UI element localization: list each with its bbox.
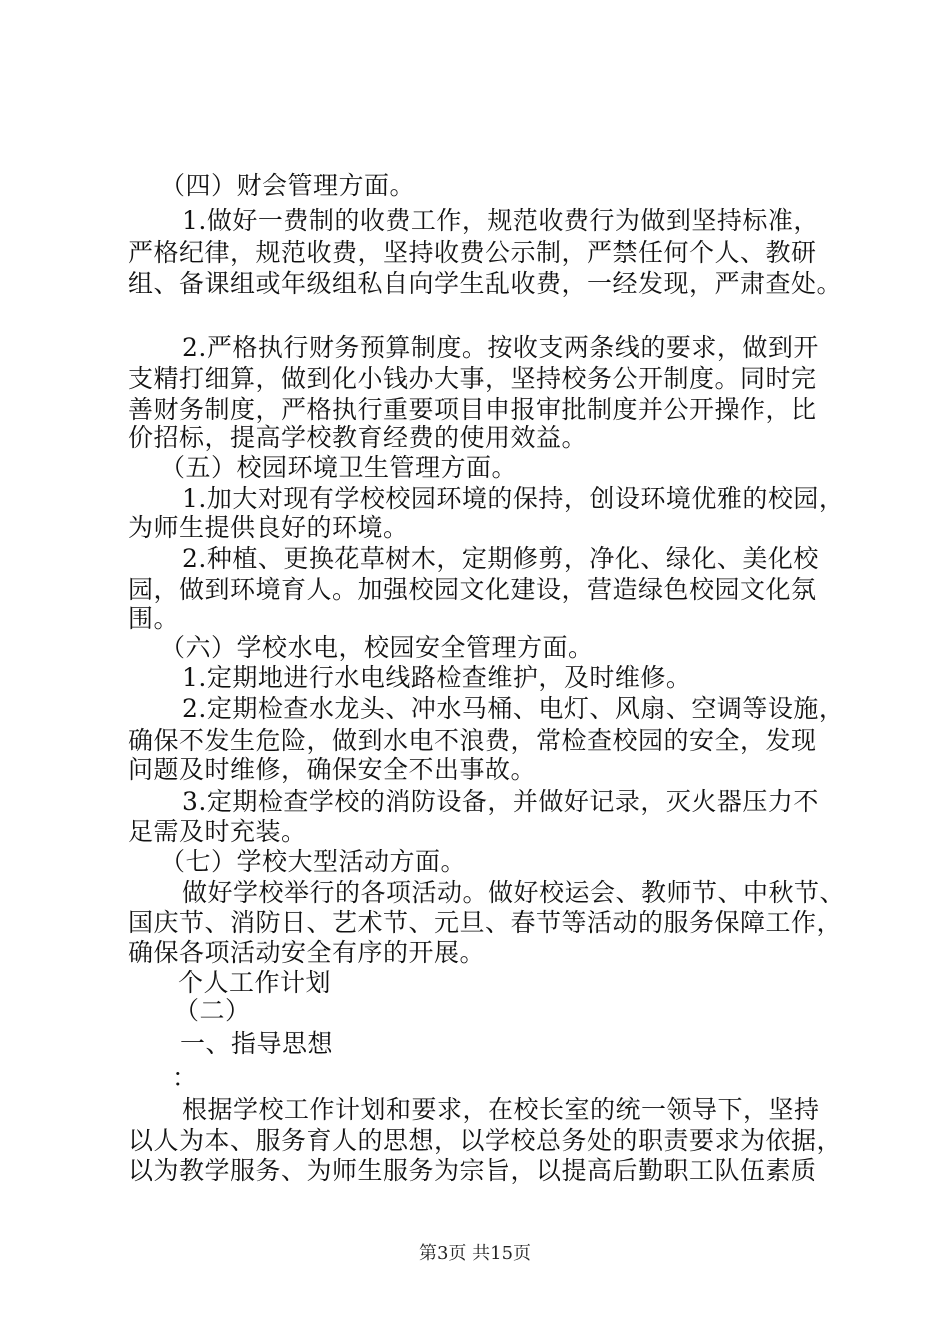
paragraph-line: 3.定期检查学校的消防设备，并做好记录，灭火器压力不 xyxy=(182,787,819,816)
paragraph-line: 确保不发生危险，做到水电不浪费，常检查校园的安全，发现 xyxy=(128,726,817,755)
paragraph-line: 确保各项活动安全有序的开展。 xyxy=(128,938,486,967)
paragraph-line: 国庆节、消防日、艺术节、元旦、春节等活动的服务保障工作， xyxy=(128,908,843,937)
paragraph-line: 1.做好一费制的收费工作，规范收费行为做到坚持标准， xyxy=(182,206,819,235)
paragraph-line: 1.加大对现有学校校园环境的保持，创设环境优雅的校园， xyxy=(182,484,845,513)
paragraph-line: 为师生提供良好的环境。 xyxy=(128,513,409,542)
section-heading-finance: （四）财会管理方面。 xyxy=(160,171,416,200)
section-heading-guiding-thought: 一、指导思想 xyxy=(180,1029,334,1058)
paragraph-line: 2.定期检查水龙头、冲水马桶、电灯、风扇、空调等设施， xyxy=(182,694,845,723)
paragraph-line: 足需及时充装。 xyxy=(128,817,307,846)
paragraph-line: 支精打细算，做到化小钱办大事，坚持校务公开制度。同时完 xyxy=(128,364,817,393)
paragraph-line: 组、备课组或年级组私自向学生乱收费，一经发现，严肃查处。 xyxy=(128,269,843,298)
subtitle-part-number: （二） xyxy=(174,996,251,1025)
paragraph-line: 善财务制度，严格执行重要项目申报审批制度并公开操作，比 xyxy=(128,395,817,424)
paragraph-line: 园，做到环境育人。加强校园文化建设，营造绿色校园文化氛 xyxy=(128,575,817,604)
page-number-footer: 第3页 共15页 xyxy=(418,1243,532,1264)
section-heading-utilities-safety: （六）学校水电，校园安全管理方面。 xyxy=(160,633,594,662)
paragraph-line: 围。 xyxy=(128,604,180,633)
subtitle-personal-plan: 个人工作计划 xyxy=(178,968,332,997)
paragraph-line: 价招标，提高学校教育经费的使用效益。 xyxy=(128,423,588,452)
section-heading-events: （七）学校大型活动方面。 xyxy=(160,847,467,876)
colon-mark: ： xyxy=(172,1063,198,1092)
paragraph-line: 1.定期地进行水电线路检查维护，及时维修。 xyxy=(182,663,692,692)
paragraph-line: 2.种植、更换花草树木，定期修剪，净化、绿化、美化校 xyxy=(182,544,819,573)
section-heading-environment: （五）校园环境卫生管理方面。 xyxy=(160,453,518,482)
paragraph-line: 根据学校工作计划和要求，在校长室的统一领导下，坚持 xyxy=(182,1095,820,1124)
paragraph-line: 2.严格执行财务预算制度。按收支两条线的要求，做到开 xyxy=(182,333,819,362)
paragraph-line: 以人为本、服务育人的思想，以学校总务处的职责要求为依据， xyxy=(128,1126,843,1155)
paragraph-line: 做好学校举行的各项活动。做好校运会、教师节、中秋节、 xyxy=(182,878,846,907)
paragraph-line: 以为教学服务、为师生服务为宗旨，以提高后勤职工队伍素质 xyxy=(128,1156,817,1185)
paragraph-line: 问题及时维修，确保安全不出事故。 xyxy=(128,755,537,784)
paragraph-line: 严格纪律，规范收费，坚持收费公示制，严禁任何个人、教研 xyxy=(128,238,817,267)
